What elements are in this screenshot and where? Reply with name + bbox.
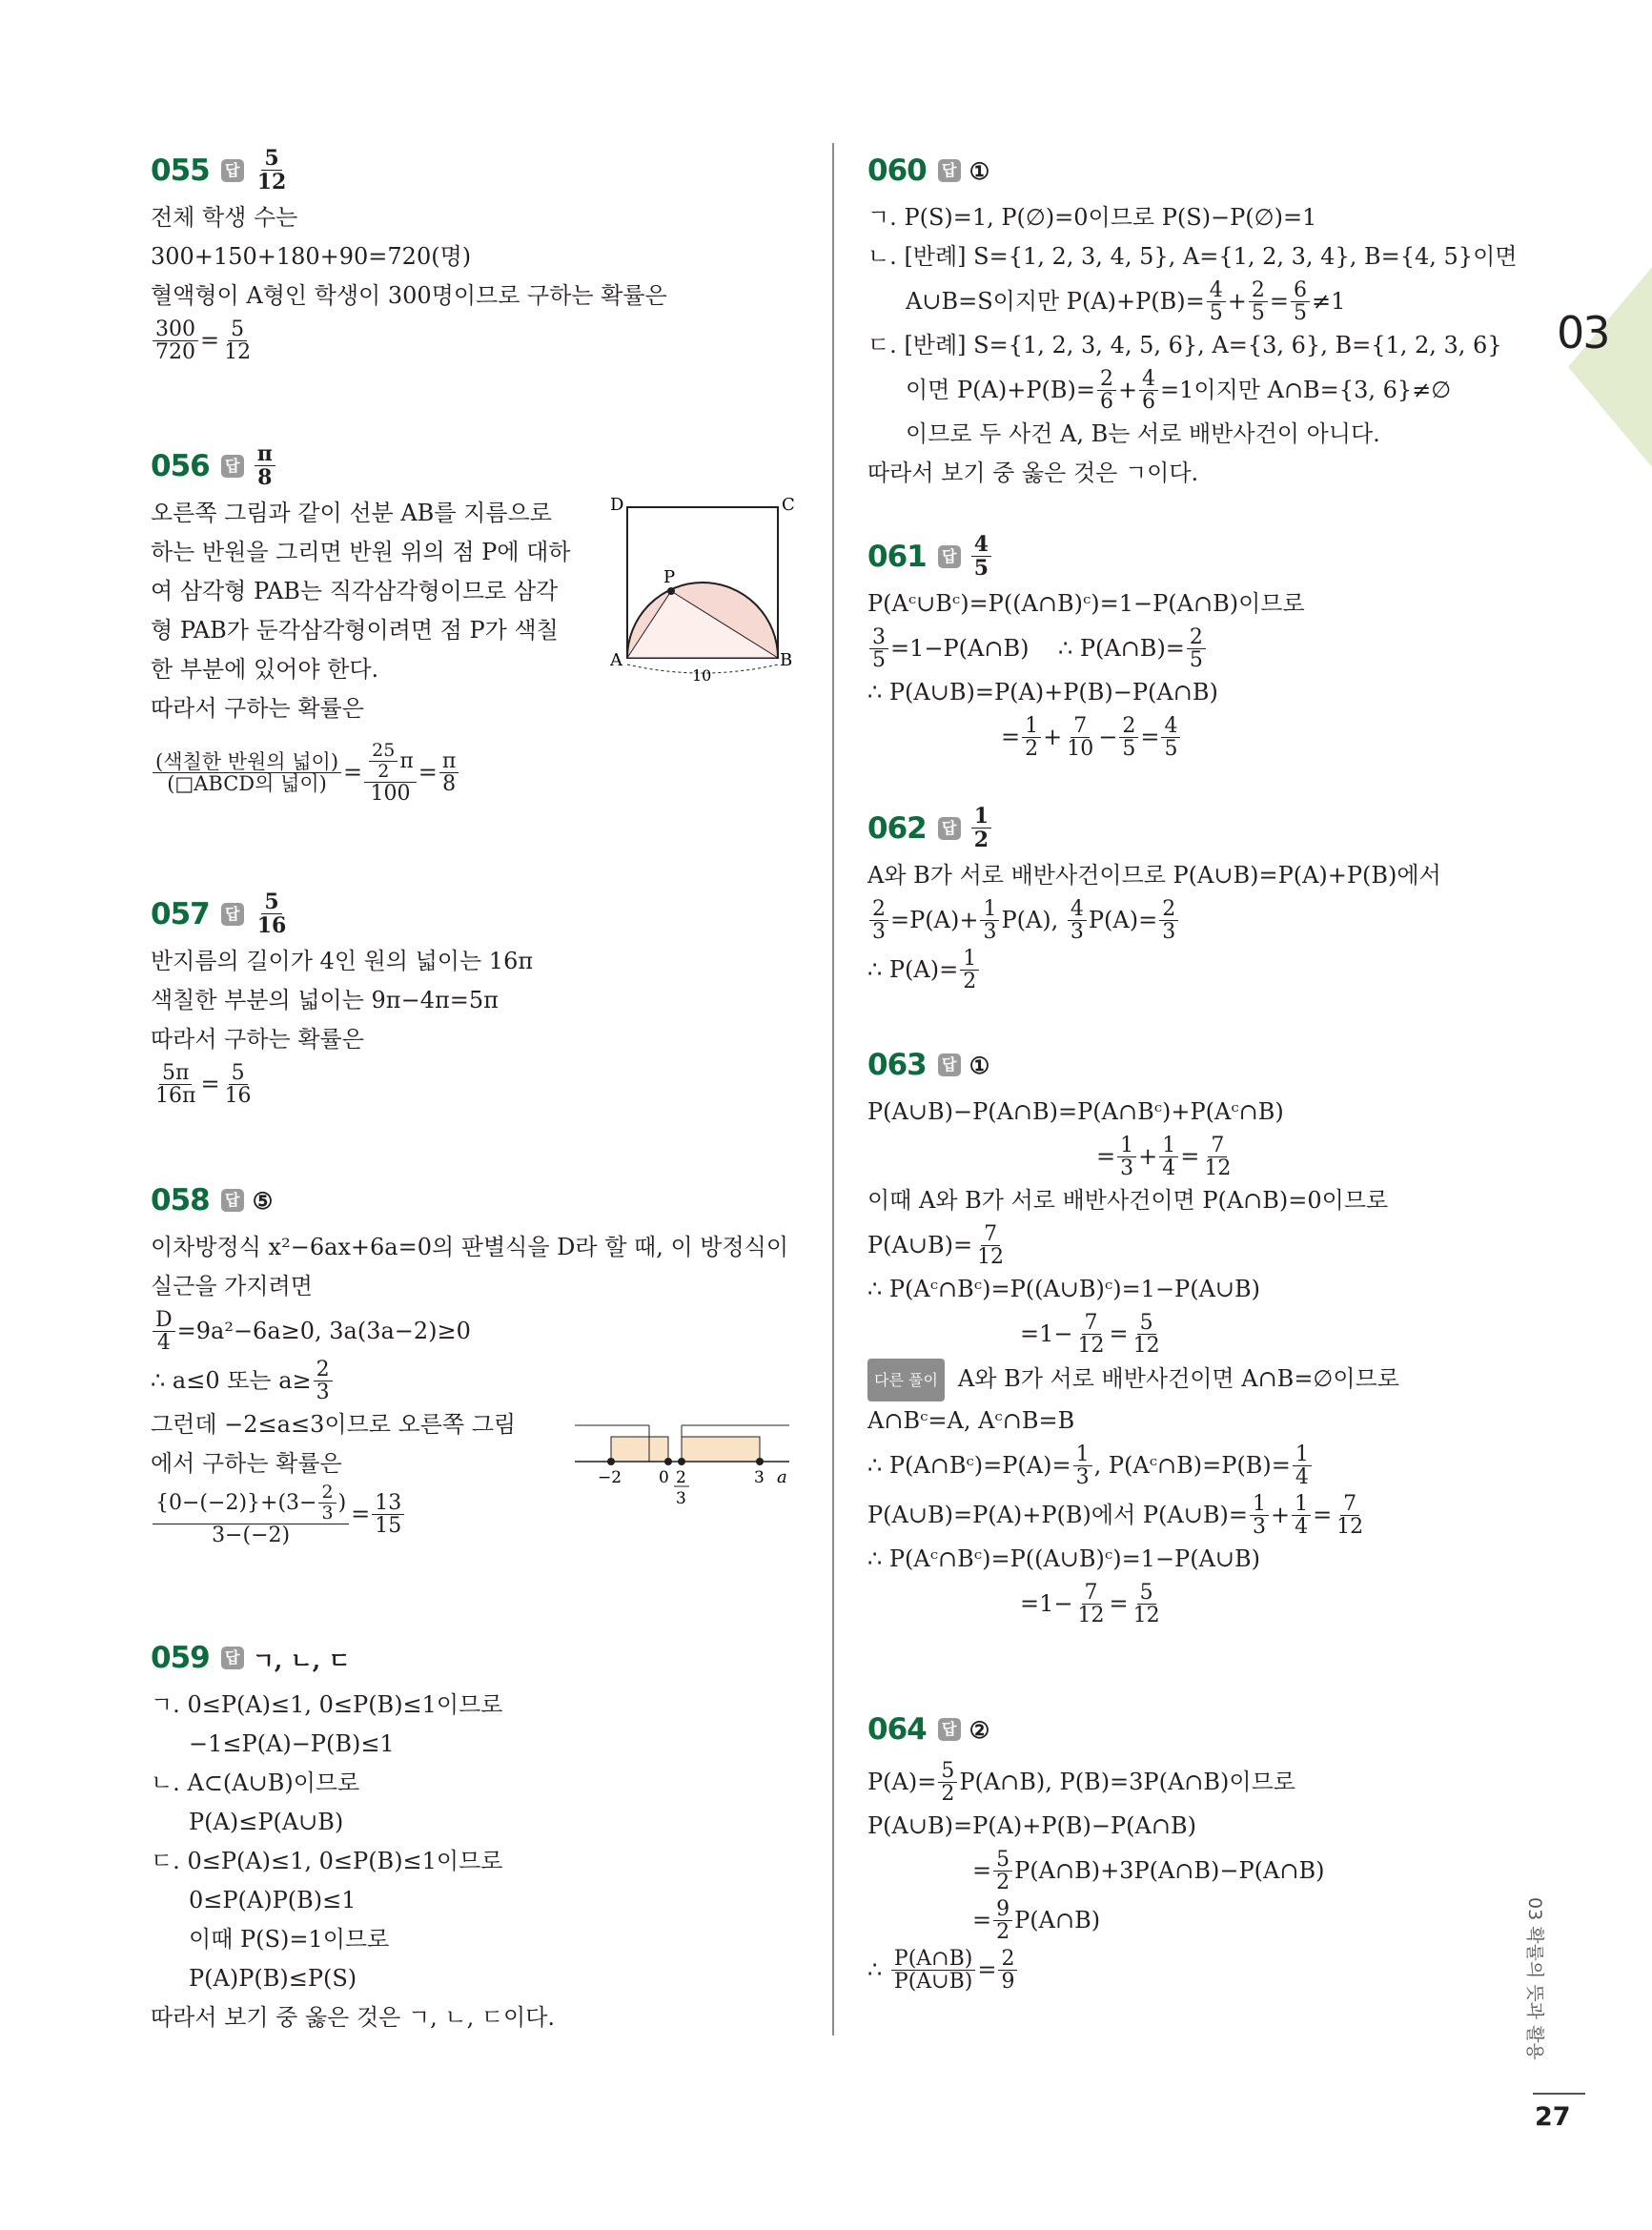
- problem-number: 059: [151, 1641, 210, 1675]
- answer-tag: 답: [221, 159, 244, 182]
- axis-label: a: [777, 1467, 787, 1487]
- answer-value: ①: [969, 156, 990, 185]
- solution-line: 300+150+180+90=720(명): [151, 243, 472, 270]
- solution-line: 반지름의 길이가 4인 원의 넓이는 16π: [151, 948, 534, 974]
- chapter-badge: 03: [1557, 307, 1609, 358]
- label-length: 10: [692, 666, 712, 682]
- solution-line: A∩Bᶜ=A, Aᶜ∩B=B: [867, 1407, 1075, 1434]
- point-p: [667, 587, 675, 595]
- answer-value: ①: [969, 1051, 990, 1079]
- problem-number: 055: [151, 153, 210, 188]
- tick-label: −2: [598, 1468, 622, 1487]
- solution-line: 형 PAB가 둔각삼각형이려면 점 P가 색칠: [151, 617, 559, 644]
- solution-math: A∪B=S이지만 P(A)+P(B)= $\frac{4}{5}$ + $\frac{2}{5}$ = $\frac{6}{5}$ ≠1: [906, 278, 1346, 326]
- answer-tag: 답: [938, 1718, 961, 1741]
- solution-math: {0−(−2)}+(3− $\frac{2}{3}$ ) 3−(−2) = $\frac{13}{15}$: [151, 1483, 799, 1547]
- solution-line: P(A∪B)=P(A)+P(B)−P(A∩B): [867, 1812, 1196, 1839]
- solution-line: ㄴ. A⊂(A∪B)이므로: [151, 1770, 360, 1796]
- shaded-interval-right: [682, 1437, 760, 1462]
- solution-line: 오른쪽 그림과 같이 선분 AB를 지름으로: [151, 500, 552, 526]
- solution-line: P(Aᶜ∪Bᶜ)=P((A∩B)ᶜ)=1−P(A∩B)이므로: [867, 590, 1305, 617]
- answer-value: ②: [969, 1715, 990, 1744]
- solution-line: ∴ P(Aᶜ∩Bᶜ)=P((A∪B)ᶜ)=1−P(A∪B): [867, 1276, 1261, 1302]
- solution-math: $\frac{2}{3}$ =P(A)+ $\frac{1}{3}$ P(A), $\frac{4}{3}$ P(A)= $\frac{2}{3}$: [867, 895, 1525, 945]
- solution-line: 이때 P(S)=1이므로: [189, 1926, 390, 1953]
- problem-062: [867, 801, 1525, 994]
- solution-line: 한 부분에 있어야 한다.: [151, 656, 379, 683]
- solution-line: P(A)P(B)≤P(S): [189, 1965, 357, 1992]
- solution-line: ㄱ. 0≤P(A)≤1, 0≤P(B)≤1이므로: [151, 1691, 503, 1718]
- problem-number: 061: [867, 540, 927, 574]
- problem-number: 058: [151, 1183, 210, 1217]
- solution-line: P(A∪B)−P(A∩B)=P(A∩Bᶜ)+P(Aᶜ∩B): [867, 1098, 1284, 1125]
- shaded-interval-left: [611, 1437, 668, 1462]
- problem-060: [867, 143, 1525, 493]
- answer-value: ⑤: [252, 1186, 274, 1215]
- solution-math: P(A∪B)=P(A)+P(B)에서 P(A∪B)= $\frac{1}{3}$ + $\frac{1}{4}$ = $\frac{7}{12}$: [867, 1492, 1364, 1540]
- problem-064: [867, 1702, 1525, 1995]
- solution-math: =1− $\frac{7}{12}$ = $\frac{5}{12}$: [1020, 1581, 1160, 1628]
- solution-line: 0≤P(A)P(B)≤1: [189, 1887, 357, 1913]
- answer-tag: 답: [938, 817, 961, 840]
- solution-line: 이므로 두 사건 A, B는 서로 배반사건이 아니다.: [906, 420, 1380, 447]
- solution-math: ∴ P(A∩Bᶜ)=P(A)= $\frac{1}{3}$ , P(Aᶜ∩B)=P(B)= $\frac{1}{4}$: [867, 1441, 1525, 1490]
- solution-line: P(A)≤P(A∪B): [189, 1809, 344, 1835]
- answer-value: ㄱ, ㄴ, ㄷ: [252, 1646, 351, 1674]
- solution-line: 혈액형이 A형인 학생이 300명이므로 구하는 확률은: [151, 282, 667, 309]
- answer-tag: 답: [221, 1647, 244, 1669]
- solution-math: = $\frac{5}{2}$ P(A∩B)+3P(A∩B)−P(A∩B): [972, 1848, 1325, 1895]
- solution-line: ㄱ. P(S)=1, P(∅)=0이므로 P(S)−P(∅)=1: [867, 204, 1317, 231]
- solution-line: 전체 학생 수는: [151, 204, 298, 231]
- page-number-rule: [1533, 2093, 1585, 2095]
- solution-line: −1≤P(A)−P(B)≤1: [189, 1730, 395, 1757]
- label-a: A: [610, 650, 622, 670]
- answer-tag: 답: [938, 159, 961, 182]
- solution-math: P(A)= $\frac{5}{2}$ P(A∩B), P(B)=3P(A∩B)이므로: [867, 1759, 1295, 1807]
- solution-line: 따라서 보기 중 옳은 것은 ㄱ, ㄴ, ㄷ이다.: [151, 2004, 556, 2031]
- problem-056: [151, 439, 799, 806]
- solution-line: ㄷ. 0≤P(A)≤1, 0≤P(B)≤1이므로: [151, 1848, 503, 1874]
- solution-line: ㄴ. [반례] S={1, 2, 3, 4, 5}, A={1, 2, 3, 4}, B={4, 5}이면: [867, 243, 1518, 270]
- answer-tag: 답: [938, 1054, 961, 1076]
- answer-fraction: π 8: [255, 443, 275, 489]
- tick-label: 2: [676, 1468, 686, 1487]
- number-line-figure: [575, 1416, 794, 1521]
- solution-math: P(A∪B)= $\frac{7}{12}$: [867, 1222, 1005, 1270]
- solution-math: $\frac{300}{720}$ = $\frac{5}{12}$: [151, 316, 799, 365]
- solution-math: 이면 P(A)+P(B)= $\frac{2}{6}$ + $\frac{4}{6}$ =1이지만 A∩B={3, 6}≠∅: [906, 367, 1452, 415]
- solution-math: = $\frac{1}{2}$ + $\frac{7}{10}$ − $\frac{2}{5}$ = $\frac{4}{5}$: [867, 712, 1525, 762]
- label-b: B: [780, 650, 793, 670]
- problem-057: [151, 887, 799, 1109]
- solution-math: =1− $\frac{7}{12}$ = $\frac{5}{12}$: [1020, 1311, 1160, 1359]
- solution-line: 이차방정식 x²−6ax+6a=0의 판별식을 D라 할 때, 이 방정식이: [151, 1234, 789, 1260]
- problem-061: [867, 529, 1525, 762]
- answer-tag: 답: [221, 455, 244, 478]
- solution-math: $\frac{5\pi}{16\pi}$ = $\frac{5}{16}$: [155, 1061, 252, 1109]
- problem-number: 060: [867, 153, 927, 188]
- solution-line: 그런데 −2≤a≤3이므로 오른쪽 그림: [151, 1411, 517, 1438]
- answer-tag: 답: [938, 545, 961, 568]
- label-c: C: [782, 495, 795, 515]
- page-number: 27: [1535, 2102, 1571, 2132]
- column-divider: [832, 143, 834, 2036]
- problem-059: [151, 1630, 799, 2037]
- answer-fraction: 1 2: [971, 806, 991, 851]
- solution-math: ∴ P(A)= $\frac{1}{2}$: [867, 945, 1525, 994]
- problem-058: [151, 1173, 799, 1547]
- tick-label: 3: [754, 1468, 765, 1487]
- alt-solution: 다른 풀이 A와 B가 서로 배반사건이면 A∩B=∅이므로: [867, 1359, 1525, 1401]
- solution-line: 실근을 가지려면: [151, 1273, 313, 1299]
- solution-line: 에서 구하는 확률은: [151, 1450, 342, 1477]
- solution-math: ∴ $\frac{P(A\cap B)}{P(A\cup B)}$ = $\frac{2}{9}$: [867, 1945, 1525, 1995]
- solution-math: (색칠한 반원의 넓이) (□ABCD의 넓이) = $\frac{25}{2}$ π 100 = $\frac{\pi}{8}$: [151, 742, 799, 806]
- label-p: P: [663, 567, 676, 587]
- solution-math: ∴ a≤0 또는 a≥ $\frac{2}{3}$: [151, 1356, 799, 1405]
- problem-063: [867, 1037, 1525, 1628]
- alt-solution-badge: 다른 풀이: [867, 1359, 945, 1401]
- semicircle-figure: [608, 491, 799, 682]
- label-d: D: [610, 495, 624, 515]
- problem-number: 062: [867, 811, 927, 846]
- problem-number: 057: [151, 897, 210, 931]
- side-chapter-title: 03 확률의 뜻과 활용: [1524, 1897, 1545, 2060]
- solution-line: 여 삼각형 PAB는 직각삼각형이므로 삼각: [151, 578, 559, 604]
- solution-line: 하는 반원을 그리면 반원 위의 점 P에 대하: [151, 539, 571, 565]
- solution-line: A와 B가 서로 배반사건이므로 P(A∪B)=P(A)+P(B)에서: [867, 862, 1441, 889]
- solution-math: $\frac{D}{4}$ =9a²−6a≥0, 3a(3a−2)≥0: [151, 1306, 799, 1356]
- solution-math: = $\frac{1}{3}$ + $\frac{1}{4}$ = $\frac{7}{12}$: [1096, 1134, 1232, 1181]
- problem-number: 064: [867, 1712, 927, 1747]
- solution-line: 따라서 구하는 확률은: [151, 1026, 364, 1053]
- answer-fraction: 4 5: [971, 534, 991, 580]
- solution-math: = $\frac{9}{2}$ P(A∩B): [972, 1897, 1101, 1945]
- solution-math: $\frac{3}{5}$ =1−P(A∩B) ∴ P(A∩B)= $\frac{2}{5}$: [867, 624, 1525, 673]
- answer-tag: 답: [221, 903, 244, 926]
- problem-055: [151, 143, 799, 365]
- tick-label: 3: [676, 1489, 686, 1508]
- solution-line: 이때 A와 B가 서로 배반사건이면 P(A∩B)=0이므로: [867, 1187, 1389, 1214]
- problem-number: 056: [151, 449, 210, 483]
- solution-line: 따라서 구하는 확률은: [151, 695, 364, 722]
- problem-number: 063: [867, 1048, 927, 1082]
- answer-fraction: 5 16: [256, 889, 287, 938]
- solution-line: 따라서 보기 중 옳은 것은 ㄱ이다.: [867, 460, 1199, 486]
- answer-fraction: 5 12: [256, 145, 287, 194]
- solution-line: ∴ P(A∪B)=P(A)+P(B)−P(A∩B): [867, 679, 1218, 706]
- solution-line: ∴ P(Aᶜ∩Bᶜ)=P((A∪B)ᶜ)=1−P(A∪B): [867, 1545, 1261, 1572]
- solution-line: ㄷ. [반례] S={1, 2, 3, 4, 5, 6}, A={3, 6}, B={1, 2, 3, 6}: [867, 332, 1502, 358]
- tick-label: 0: [659, 1468, 669, 1487]
- solution-line: 색칠한 부분의 넓이는 9π−4π=5π: [151, 987, 499, 1013]
- chapter-tab: [1568, 267, 1652, 467]
- answer-tag: 답: [221, 1189, 244, 1212]
